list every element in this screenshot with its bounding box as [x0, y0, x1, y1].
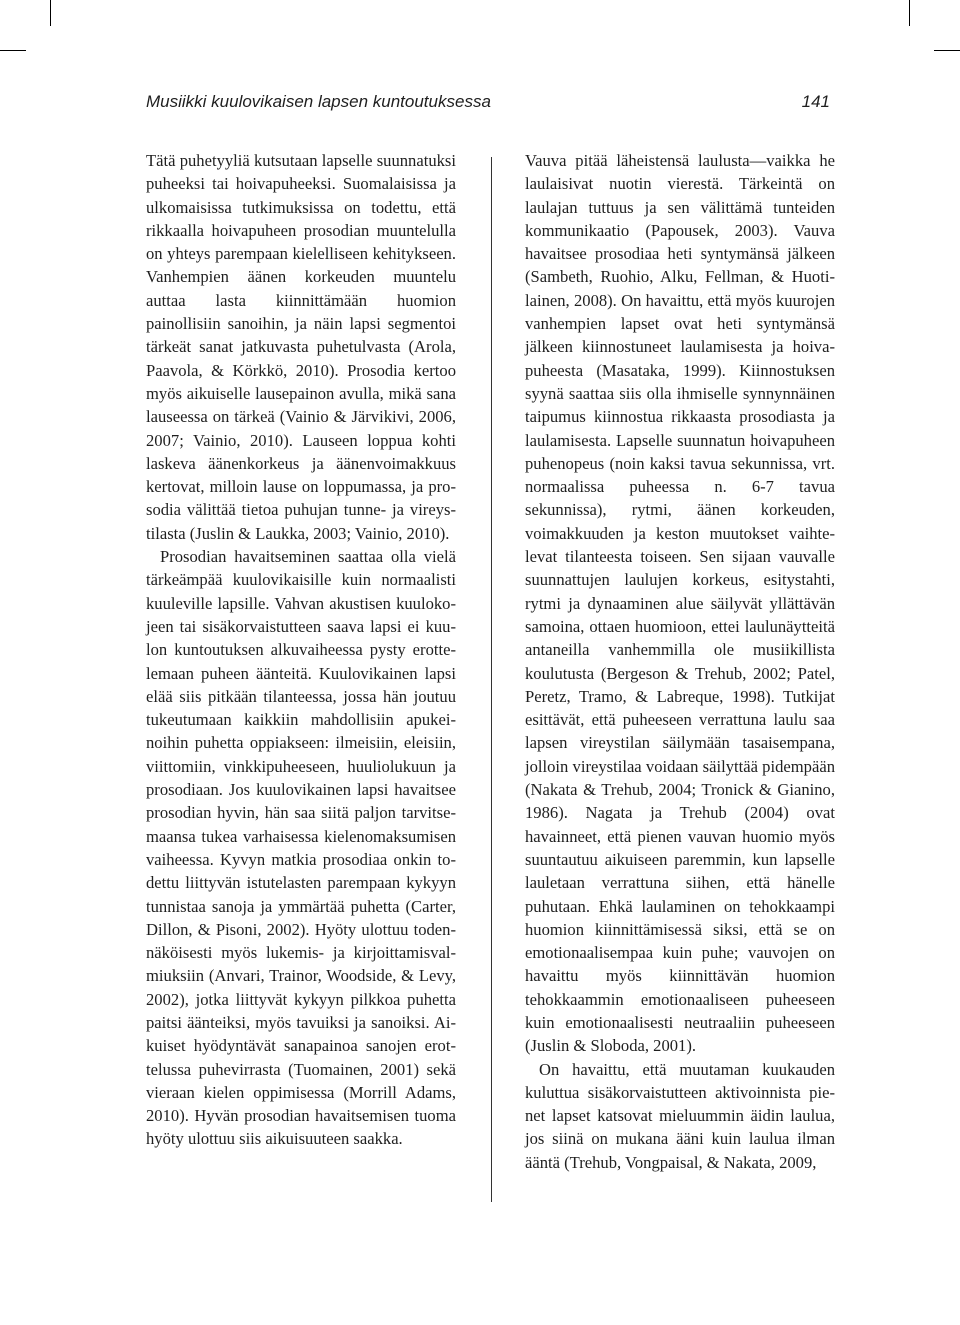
page-header [146, 92, 830, 122]
running-title: Musiikki kuulovikaisen lapsen kuntoutuksessa [146, 92, 491, 111]
crop-mark-top-left [50, 0, 51, 26]
crop-mark-top-right [909, 0, 910, 26]
crop-mark-left-top [0, 50, 26, 51]
paragraph: On havaittu, että muutaman kuukauden kuluttua sisäkorvaistutteen aktivoinnista pienet lapset katsovat mieluummin äidin laulua, jos siinä on mukana ääni kuin laulua ilman ääntä (Trehub, Vongpaisal, & Nakata, 2009, [525, 1059, 835, 1172]
crop-mark-right-top [934, 50, 960, 51]
left-column [146, 149, 456, 1151]
paragraph: Vauva pitää läheistensä laulusta—vaikka he laulaisivat nuotin vierestä. Tärkeintä on laulajan tuttuus ja sen välittämä tunteiden kommunikaatio (Papousek, 2003). Vauva havaitsee prosodiaa heti syntymänsä jälkeen (Sambeth, Ruohio, Alku, Fellman, & Huotilainen, 2008). On havaittu, että myös kuurojen vanhempien lapset ovat heti syntymänsä jälkeen kiinnostuneet laulamisesta ja hoivapuheesta (Masataka, 1999). Kiinnostuksen syynä saattaa siis olla ihmiselle synnynnäinen taipumus kiinnostua rikkaasta prosodiasta ja laulamisesta. Lapselle suunnatun hoivapuheen puhenopeus (noin kaksi tavua sekunnissa, vrt. normaalissa puheessa n. 6-7 tavua sekunnissa), rytmi, äänen korkeuden, voimakkuuden ja keston muutokset vaihtelevat tilanteesta toiseen. Sen sijaan vauvalle suunnattujen laulujen korkeus, esitystahti, rytmi ja dynaaminen alue säilyvät yllättävän samoina, ottaen huomioon, ettei laulunäytteitä antaneilla vanhemmilla ole musiikillista koulutusta (Bergeson & Trehub, 2002; Patel, Peretz, Tramo, & Labreque, 1998). Tutkijat esittävät, että puheeseen verrattuna laulu saa lapsen vireystilan säilymään tasaisempana, jolloin vireystilaa voidaan säilyttää pidempään (Nakata & Trehub, 2004; Tronick & Gianino, 1986). Nagata ja Trehub (2004) ovat havainneet, että pienen vauvan huomio myös suuntautuu aikuiseen paremmin, kun lapselle lauletaan verrattuna siihen, että hänelle puhutaan. Ehkä laulaminen on tehokkaampi huomion kiinnittämisessä siksi, että se on emotionaalisempaa kuin puhe; vauvojen on havaittu myös kiinnittävän huomion tehokkaammin emotionaaliseen puheeseen kuin emotionaalisesti neutraaliin puheeseen (Juslin & Sloboda, 2001). [525, 151, 835, 1056]
right-column [525, 149, 835, 1174]
paragraph: Prosodian havaitseminen saattaa olla vielä tärkeämpää kuulovikaisille kuin normaalisti kuuleville lapsille. Vahvan akustisen kuulokojeen tai sisäkorvaistutteen saava lapsi ei kuulon kuntoutuksen alkuvaiheessa pysty erottelemaan puheen äänteitä. Kuulovikainen lapsi elää siis pitkään tilanteessa, jossa hän joutuu tukeutumaan kaikkiin mahdollisiin apukeinoihin puhetta oppiakseen: ilmeisiin, eleisiin, viittomiin, vinkkipuheeseen, huuliolukuun ja prosodiaan. Jos kuulovikainen lapsi havaitsee prosodian hyvin, hän saa siitä paljon tarvitsemaansa tukea varhaisessa kielenomaksumisen vaiheessa. Kyvyn matkia prosodiaa onkin todettu liittyvän istutelasten parempaan kykyyn tunnistaa sanoja ja ymmärtää puhetta (Carter, Dillon, & Pisoni, 2002). Hyöty ulottuu todennäköisesti myös lukemis- ja kirjoittamisvalmiuksiin (Anvari, Trainor, Woodside, & Levy, 2002), jotka liittyvät kykyyn pilkkoa puhetta paitsi äänteiksi, myös tavuiksi ja sanoiksi. Aikuiset hyödyntävät sanapainoa sanojen erottelussa puhevirrasta (Tuomainen, 2001) sekä vieraan kielen oppimisessa (Morrill Adams, 2010). Hyvän prosodian havaitsemisen tuoma hyöty ulottuu siis aikuisuuteen saakka. [146, 547, 456, 1149]
column-divider [491, 157, 492, 1202]
paragraph: Tätä puhetyyliä kutsutaan lapselle suunnatuksi puheeksi tai hoivapuheeksi. Suomalaisissa ja ulkomaisissa tutkimuksissa on todettu, että rikkaalla hoivapuheen prosodian muuntelulla on yhteys parempaan kielelliseen kehitykseen. Vanhempien äänen korkeuden muuntelu auttaa lasta kiinnittämään huomion painollisiin sanoihin, ja näin lapsi segmentoi tärkeät sanat jatkuvasta puhetulvasta (Arola, Paavola, & Körkkö, 2010). Prosodia kertoo myös aikuiselle lausepainon avulla, mikä sana lauseessa on tärkeä (Vainio & Järvikivi, 2006, 2007; Vainio, 2010). Lauseen loppua kohti laskeva äänenkorkeus ja äänenvoimakkuus kertovat, milloin lause on loppumassa, ja prosodia välittää tietoa puhujan tunne- ja vireystilasta (Juslin & Laukka, 2003; Vainio, 2010). [146, 151, 456, 543]
page-number: 141 [801, 92, 830, 111]
